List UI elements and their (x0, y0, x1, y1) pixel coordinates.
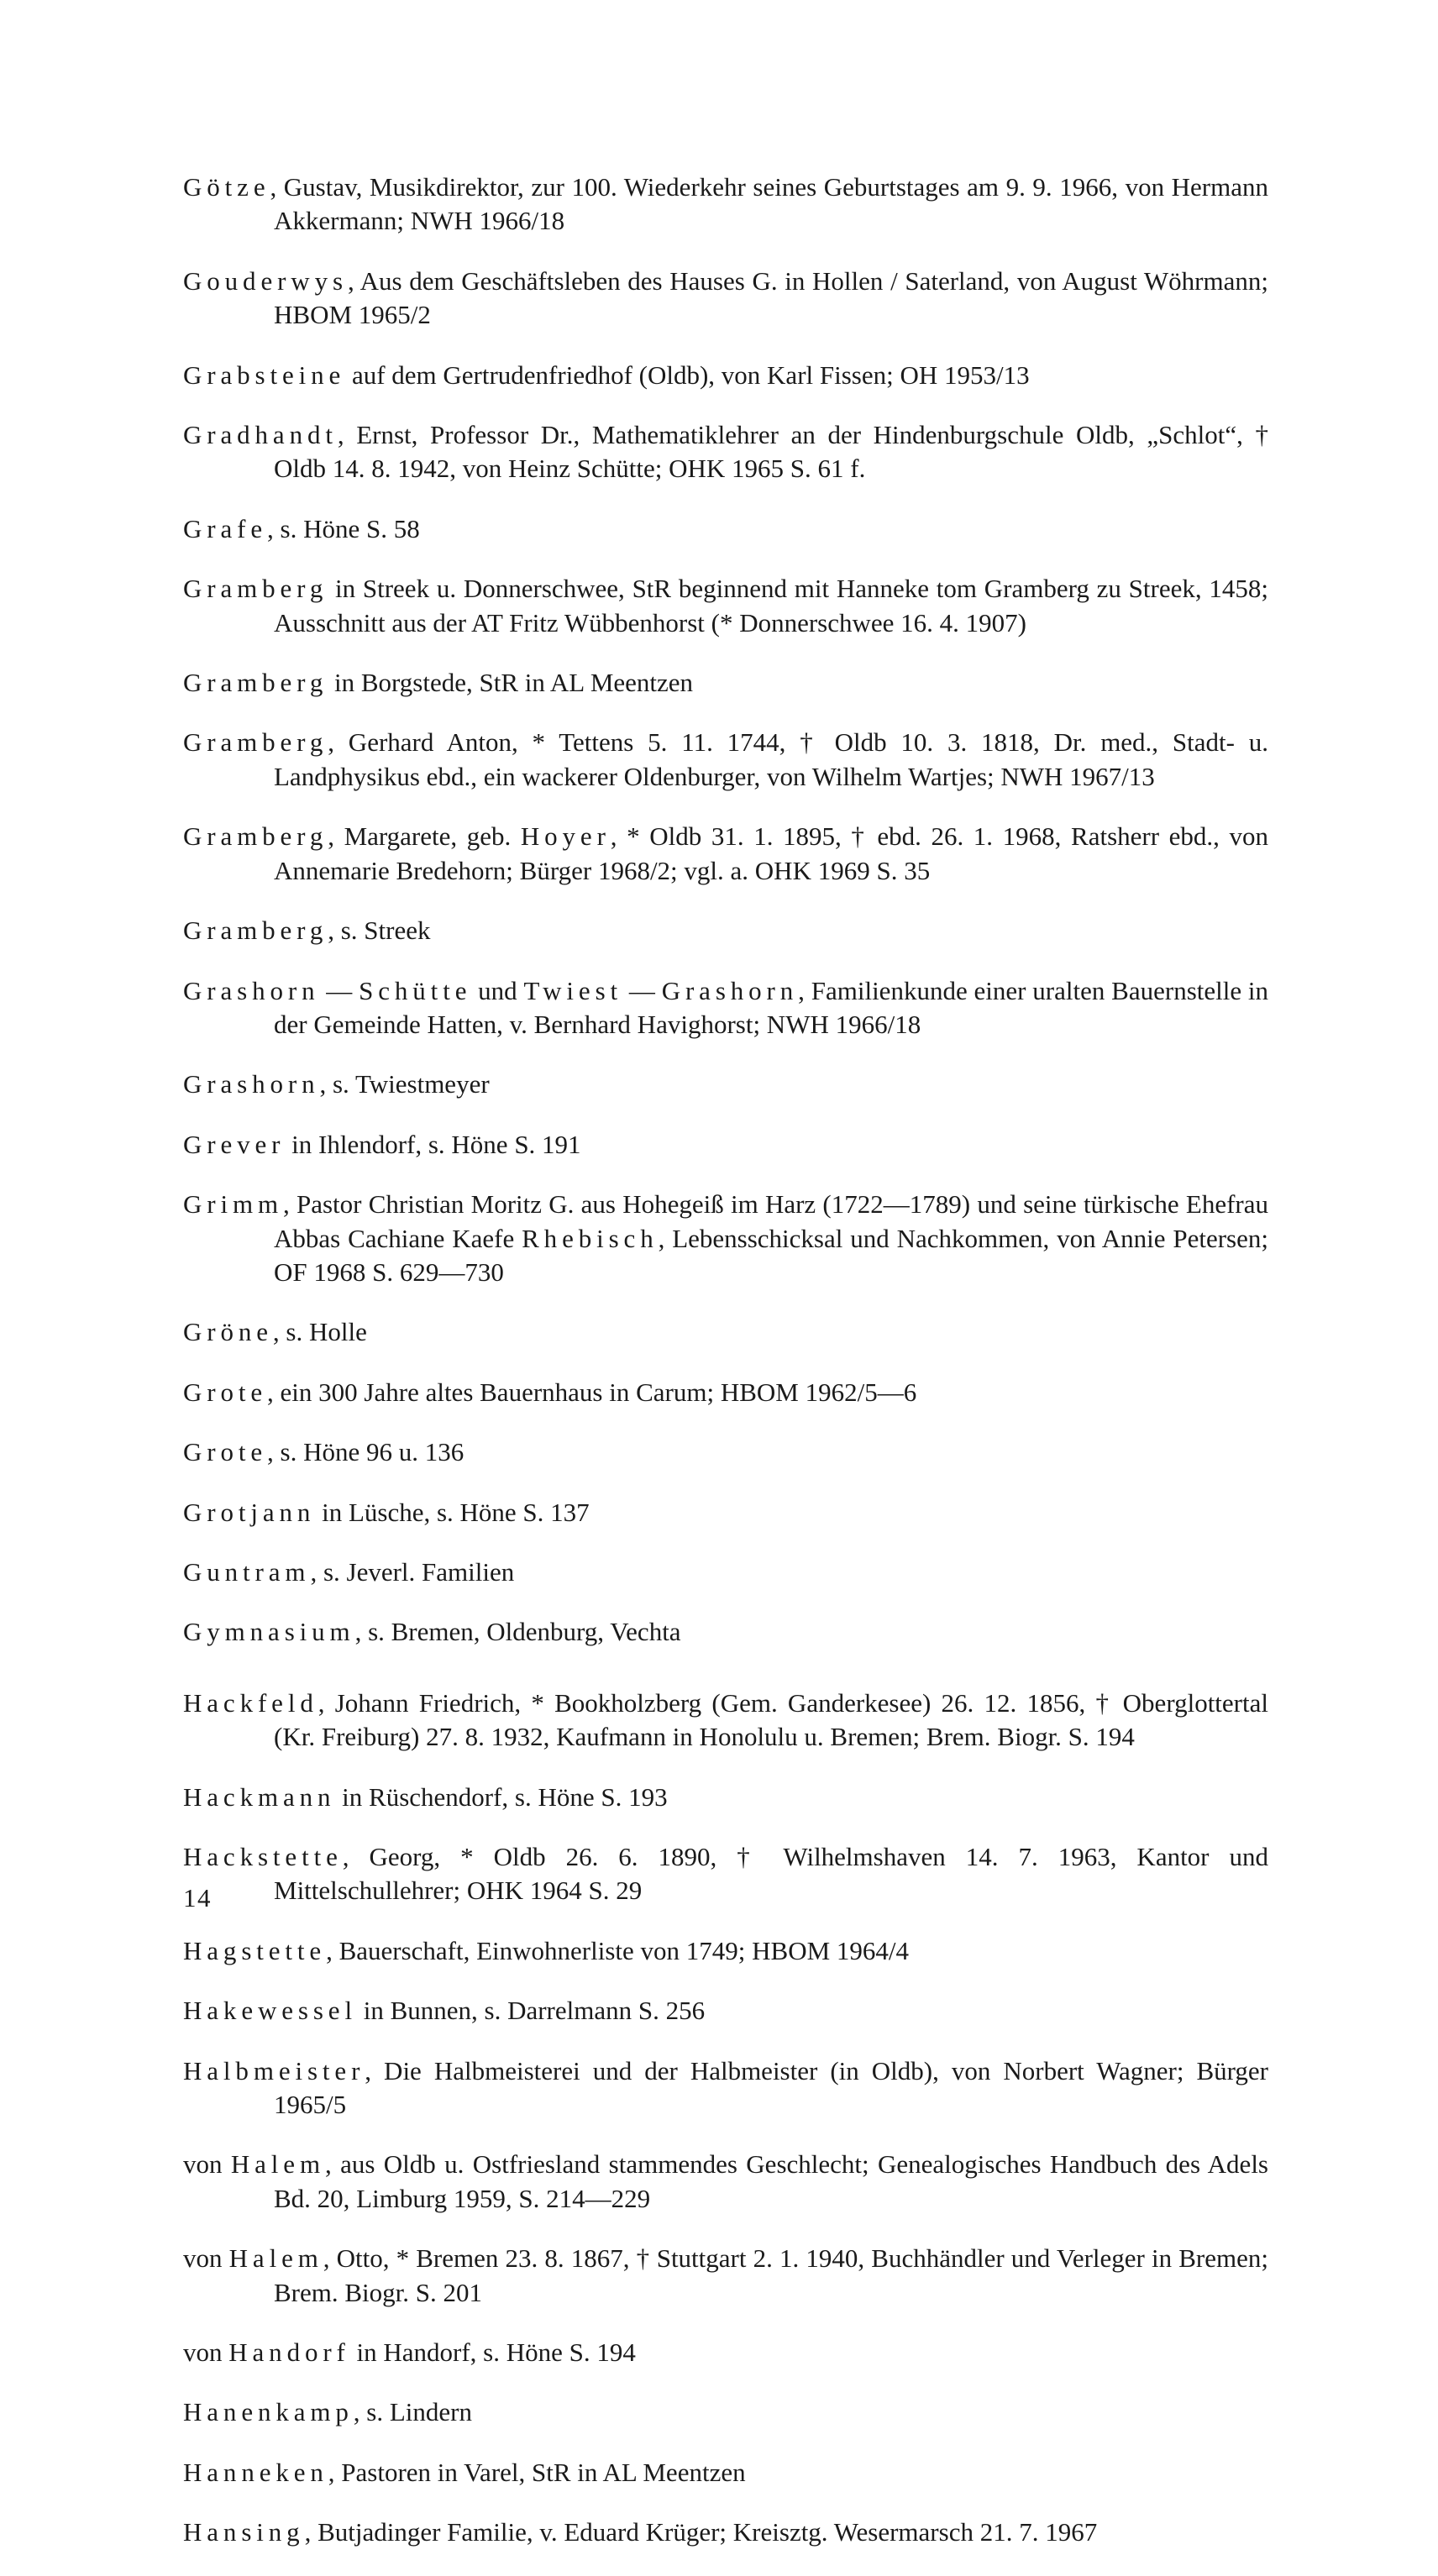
entry-name: Grabsteine (183, 359, 346, 390)
index-entry (183, 512, 1268, 546)
entry-name: Hanenkamp (183, 2397, 354, 2427)
index-entry (183, 1128, 1268, 1162)
entry-prefix: von (183, 2337, 229, 2368)
entry-name: Gramberg (183, 727, 328, 758)
index-entry (183, 726, 1268, 794)
index-entry (183, 820, 1268, 888)
entry-text: , s. Höne 96 u. 136 (267, 1437, 464, 1467)
entry-name: Grever (183, 1129, 286, 1159)
entry-name: Hagstette (183, 1935, 327, 1965)
entry-text: , Johann Friedrich, * Bookholzberg (Gem. Ganderkesee) 26. 12. 1856, † Oberglottertal (Kr. Freiburg) 27. 8. 1932, Kaufmann in Honolulu u. Bremen; Brem. Biogr. S. 194 (274, 1687, 1268, 1752)
entry-text: , Ernst, Professor Dr., Mathematiklehrer an der Hindenburgschule Oldb, „Schlot“, † Oldb 14. 8. 1942, von Heinz Schütte; OHK 1965 S. 61 f. (274, 420, 1268, 484)
entry-text: , aus Oldb u. Ostfriesland stammendes Geschlecht; Genealogisches Handbuch des Adels Bd. 20, Limburg 1959, S. 214—229 (274, 2149, 1268, 2213)
entry-text: , Margarete, geb. (328, 821, 521, 852)
entry-name: Grimm (183, 1189, 283, 1220)
entry-text: , Pastoren in Varel, StR in AL Meentzen (328, 2457, 746, 2487)
entry-name: Grashorn (183, 1069, 320, 1099)
entry-text: , Bauerschaft, Einwohnerliste von 1749; HBOM 1964/4 (326, 1935, 910, 1965)
index-entry (183, 1556, 1268, 1589)
entry-name: Götze (183, 172, 270, 202)
entry-text: in Borgstede, StR in AL Meentzen (328, 668, 694, 698)
entry-name: Twiest (523, 975, 623, 1005)
entry-name: Gradhandt (183, 420, 338, 450)
entry-name: Halem (228, 2243, 323, 2274)
entry-text: , s. Jeverl. Familien (310, 1556, 515, 1587)
entry-name: Gouderwys (183, 265, 348, 296)
entry-text: , Otto, * Bremen 23. 8. 1867, † Stuttgart 2. 1. 1940, Buchhändler und Verleger in Bremen; Brem. Biogr. S. 201 (274, 2243, 1268, 2307)
entry-name: Hansing (183, 2517, 305, 2547)
entry-name: Grashorn (183, 975, 320, 1005)
entry-name: Hakewessel (183, 1996, 357, 2026)
entry-name: Hanneken (183, 2457, 328, 2487)
index-entry (183, 265, 1268, 333)
index-entry (183, 1615, 1268, 1649)
entry-name: Guntram (183, 1556, 311, 1587)
entry-name: Grote (183, 1437, 268, 1467)
index-entry (183, 2148, 1268, 2216)
entry-name: Grafe (183, 513, 268, 543)
entry-text: , Aus dem Geschäftsleben des Hauses G. in Hollen / Saterland, von August Wöhrmann; HBOM 1965/2 (274, 265, 1268, 330)
index-entry (183, 2516, 1268, 2549)
entry-name: Handorf (228, 2337, 350, 2368)
index-entry (183, 1188, 1268, 1289)
entry-name: Gymnasium (183, 1617, 355, 1647)
entry-text: und (471, 975, 524, 1005)
index-entry (183, 2456, 1268, 2489)
entry-text: in Rüschendorf, s. Höne S. 193 (335, 1781, 668, 1812)
entry-text: , s. Lindern (353, 2397, 472, 2427)
entry-name: Gramberg (183, 574, 328, 604)
entry-name: Halem (230, 2149, 325, 2180)
index-entry (183, 2395, 1268, 2429)
entry-name: Hackfeld (183, 1687, 318, 1718)
index-entry (183, 171, 1268, 239)
entry-text: , Pastor Christian Moritz G. aus Hohegeiß im Harz (1722—1789) und seine türkische Ehefrau Abbas Cachiane Kaefe (274, 1189, 1268, 1253)
entry-name: Halbmeister (183, 2055, 365, 2085)
index-entry (183, 572, 1268, 640)
entry-name: Schütte (359, 975, 472, 1005)
entry-prefix: von (183, 2149, 231, 2180)
entry-text: in Bunnen, s. Darrelmann S. 256 (356, 1996, 706, 2026)
entry-name: Hackmann (183, 1781, 336, 1812)
index-entry (183, 1435, 1268, 1469)
entry-text: , Lebensschicksal und Nachkommen, von Annie Petersen; OF 1968 S. 629—730 (274, 1223, 1268, 1287)
entry-text: , Gerhard Anton, * Tettens 5. 11. 1744, † Oldb 10. 3. 1818, Dr. med., Stadt- u. Landphysikus ebd., ein wackerer Oldenburger, von Wilhelm Wartjes; NWH 1967/13 (274, 727, 1268, 791)
entry-group-h (183, 1687, 1268, 2550)
entry-name: Hackstette (183, 1842, 343, 1871)
index-entry (183, 1934, 1268, 1968)
index-entry (183, 1994, 1268, 2028)
entry-text: , s. Bremen, Oldenburg, Vechta (354, 1617, 681, 1647)
entry-text: in Streek u. Donnerschwee, StR beginnend mit Hanneke tom Gramberg zu Streek, 1458; Ausschnitt aus der AT Fritz Wübbenhorst (* Donnerschwee 16. 4. 1907) (274, 574, 1268, 637)
entry-text: , Butjadinger Familie, v. Eduard Krüger; Kreisztg. Wesermarsch 21. 7. 1967 (304, 2517, 1098, 2547)
entry-text: , Gustav, Musikdirektor, zur 100. Wiederkehr seines Geburtstages am 9. 9. 1966, von Hermann Akkermann; NWH 1966/18 (270, 172, 1268, 236)
entry-text: , s. Streek (328, 916, 431, 946)
entry-name: Rhebisch (522, 1223, 659, 1253)
index-entry (183, 1376, 1268, 1409)
index-entry (183, 974, 1268, 1042)
index-entry (183, 359, 1268, 392)
index-entry (183, 1840, 1268, 1908)
entry-name: Grashorn (661, 975, 799, 1005)
entry-name: Gramberg (183, 821, 328, 852)
entry-name: Gröne (183, 1317, 273, 1347)
index-entry (183, 1687, 1268, 1755)
entry-group-g (183, 171, 1268, 1650)
index-entry (183, 2242, 1268, 2310)
entry-name: Gramberg (183, 916, 328, 946)
index-entry (183, 1496, 1268, 1529)
entry-text: , * Oldb 31. 1. 1895, † ebd. 26. 1. 1968, Ratsherr ebd., von Annemarie Bredehorn; Bürger 1968/2; vgl. a. OHK 1969 S. 35 (274, 821, 1268, 885)
entry-name: Gramberg (183, 668, 328, 698)
index-entry (183, 418, 1268, 486)
entry-text: , s. Höne S. 58 (267, 513, 420, 543)
entry-text: , Georg, * Oldb 26. 6. 1890, † Wilhelmshaven 14. 7. 1963, Kantor und Mittelschullehrer; OHK 1964 S. 29 (274, 1842, 1268, 1906)
entry-text: in Ihlendorf, s. Höne S. 191 (285, 1129, 581, 1159)
entry-text: , Familienkunde einer uralten Bauernstelle in der Gemeinde Hatten, v. Bernhard Havighorst; NWH 1966/18 (274, 975, 1269, 1039)
entry-name: Hoyer (520, 821, 611, 852)
entry-text: — (319, 975, 360, 1005)
entry-text: in Lüsche, s. Höne S. 137 (315, 1497, 590, 1527)
entry-text: , Die Halbmeisterei und der Halbmeister (in Oldb), von Norbert Wagner; Bürger 1965/5 (274, 2055, 1268, 2120)
index-page-body (183, 144, 1268, 2576)
index-entry (183, 1315, 1268, 1349)
index-entry (183, 1068, 1268, 1101)
entry-text: in Handorf, s. Höne S. 194 (349, 2337, 636, 2368)
entry-name: Grote (183, 1377, 268, 1407)
index-entry (183, 2054, 1268, 2122)
index-entry (183, 914, 1268, 947)
index-entry (183, 666, 1268, 700)
index-entry (183, 1781, 1268, 1814)
entry-prefix: von (183, 2243, 229, 2274)
entry-text: , s. Holle (272, 1317, 367, 1347)
index-entry (183, 2336, 1268, 2369)
entry-text: , s. Twiestmeyer (319, 1069, 490, 1099)
entry-name: Grotjann (183, 1497, 316, 1527)
page-number: 14 (183, 1883, 213, 1912)
entry-text: , ein 300 Jahre altes Bauernhaus in Carum; HBOM 1962/5—6 (267, 1377, 917, 1407)
entry-text: — (622, 975, 662, 1005)
entry-text: auf dem Gertrudenfriedhof (Oldb), von Karl Fissen; OH 1953/13 (345, 359, 1030, 390)
